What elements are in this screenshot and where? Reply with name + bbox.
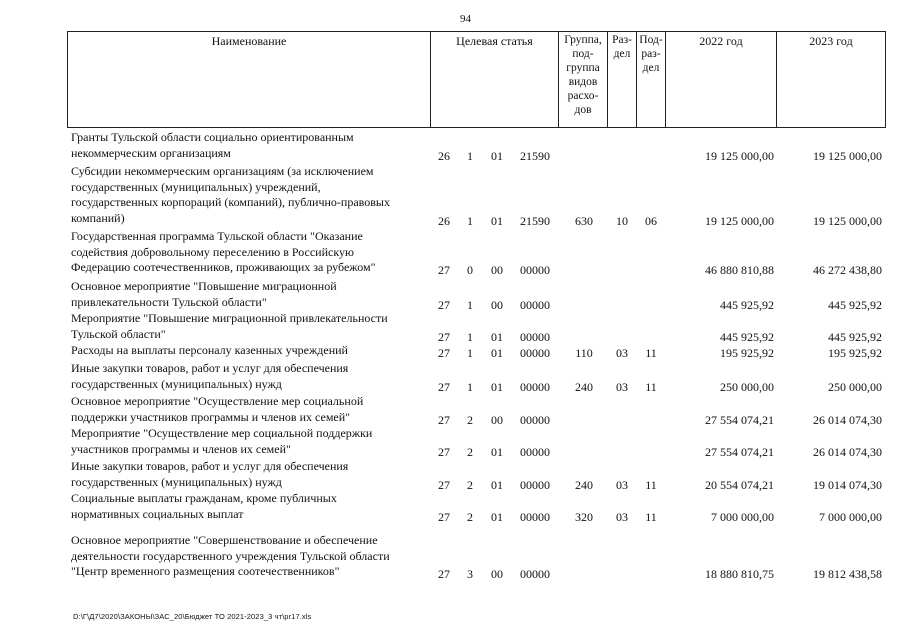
amount-2023: 19 125 000,00: [813, 213, 882, 228]
code-direction: 00000: [520, 509, 550, 524]
amount-2022: 19 125 000,00: [705, 213, 774, 228]
row-name-line: некоммерческим организациям: [71, 145, 231, 160]
code-subprogram: 1: [467, 329, 473, 344]
expense-group: 240: [575, 477, 593, 492]
row-name: [71, 229, 421, 276]
code-subprogram: 1: [467, 346, 473, 360]
code-direction: 21590: [520, 213, 550, 228]
subsection: 11: [645, 477, 657, 492]
header-razdel-line: Раз-: [612, 34, 632, 46]
amount-2022: 250 000,00: [720, 379, 774, 394]
header-razdel-line: дел: [613, 48, 631, 60]
row-name-line: "Центр временного размещения соотечественников": [71, 564, 340, 578]
row-name-line: участников программы и членов их семей": [71, 441, 291, 456]
row-name: [71, 164, 421, 226]
subsection: 11: [645, 346, 657, 360]
amount-2023: 7 000 000,00: [819, 509, 882, 524]
row-name: [71, 491, 421, 522]
code-event: 01: [491, 213, 503, 228]
code-program: 27: [438, 297, 450, 312]
row-name: [71, 361, 421, 392]
code-program: 27: [438, 379, 450, 394]
code-event: 01: [491, 477, 503, 492]
expense-group: 630: [575, 213, 593, 228]
code-program: 27: [438, 444, 450, 459]
code-direction: 00000: [520, 263, 550, 277]
code-program: 27: [438, 412, 450, 427]
row-name-line: поддержки участников программы и членов их семей": [71, 409, 351, 424]
row-name: [71, 394, 421, 425]
amount-2022: 20 554 074,21: [705, 477, 774, 492]
amount-2022: 7 000 000,00: [711, 509, 774, 524]
header-group: [559, 33, 607, 117]
section: 03: [616, 346, 628, 360]
row-name-line: Основное мероприятие "Повышение миграционной: [71, 279, 337, 293]
header-border-right: [885, 31, 886, 128]
amount-2023: 26 014 074,30: [813, 412, 882, 427]
amount-2022: 18 880 810,75: [705, 567, 774, 581]
code-event: 00: [491, 297, 503, 312]
code-direction: 00000: [520, 412, 550, 427]
header-group-line: дов: [574, 104, 592, 116]
header-group-line: группа: [566, 62, 600, 74]
row-name: [71, 459, 421, 490]
amount-2023: 250 000,00: [828, 379, 882, 394]
code-direction: 00000: [520, 477, 550, 492]
row-name-line: Гранты Тульской области социально ориентированным: [71, 130, 354, 144]
amount-2022: 445 925,92: [720, 297, 774, 312]
amount-2022: 195 925,92: [720, 346, 774, 360]
subsection: 11: [645, 379, 657, 394]
row-name-line: Мероприятие "Осуществление мер социальной поддержки: [71, 426, 373, 440]
code-event: 00: [491, 412, 503, 427]
code-event: 01: [491, 509, 503, 524]
row-name-line: государственных (муниципальных) нужд: [71, 474, 282, 489]
amount-2023: 445 925,92: [828, 329, 882, 344]
code-subprogram: 2: [467, 509, 473, 524]
row-name-line: компаний): [71, 210, 125, 225]
code-program: 27: [438, 263, 450, 277]
code-program: 26: [438, 213, 450, 228]
amount-2022: 46 880 810,88: [705, 263, 774, 277]
row-name-line: Иные закупки товаров, работ и услуг для обеспечения: [71, 361, 349, 375]
code-subprogram: 2: [467, 412, 473, 427]
amount-2022: 27 554 074,21: [705, 444, 774, 459]
amount-2023: 19 014 074,30: [813, 477, 882, 492]
code-direction: 00000: [520, 444, 550, 459]
code-event: 00: [491, 263, 503, 277]
code-program: 27: [438, 477, 450, 492]
header-podrazdel-line: Под-: [639, 34, 663, 46]
row-name-line: деятельности государственного учреждения Тульской области: [71, 548, 390, 563]
code-event: 01: [491, 329, 503, 344]
header-year-2022: 2022 год: [699, 34, 743, 48]
row-name-line: нормативных социальных выплат: [71, 506, 244, 521]
amount-2023: 19 125 000,00: [813, 148, 882, 163]
row-name-line: Тульской области": [71, 326, 166, 341]
row-name: [71, 533, 421, 580]
row-name-line: государственных (муниципальных) нужд: [71, 376, 282, 391]
code-program: 27: [438, 509, 450, 524]
row-name: [71, 311, 421, 342]
code-direction: 00000: [520, 329, 550, 344]
row-name-line: привлекательности Тульской области": [71, 294, 267, 309]
code-subprogram: 1: [467, 213, 473, 228]
amount-2023: 19 812 438,58: [813, 567, 882, 581]
amount-2023: 445 925,92: [828, 297, 882, 312]
row-name-line: Иные закупки товаров, работ и услуг для обеспечения: [71, 459, 349, 473]
header-podrazdel: [637, 33, 665, 75]
code-event: 01: [491, 444, 503, 459]
code-event: 00: [491, 567, 503, 581]
header-top-border: [67, 31, 886, 32]
expense-group: 320: [575, 509, 593, 524]
code-subprogram: 3: [467, 567, 473, 581]
code-program: 27: [438, 329, 450, 344]
header-bottom-border: [67, 127, 886, 128]
header-group-line: расхо-: [567, 90, 599, 102]
code-direction: 21590: [520, 148, 550, 163]
page-number: 94: [460, 13, 471, 25]
code-direction: 00000: [520, 346, 550, 360]
code-subprogram: 2: [467, 477, 473, 492]
code-subprogram: 0: [467, 263, 473, 277]
expense-group: 240: [575, 379, 593, 394]
code-subprogram: 2: [467, 444, 473, 459]
code-direction: 00000: [520, 379, 550, 394]
row-name: [71, 343, 421, 359]
header-name: Наименование: [211, 34, 287, 48]
amount-2022: 19 125 000,00: [705, 148, 774, 163]
row-name-line: содействия добровольному переселению в Российскую: [71, 244, 354, 259]
row-name: [71, 130, 421, 161]
section: 03: [616, 379, 628, 394]
row-name-line: Социальные выплаты гражданам, кроме публичных: [71, 491, 337, 505]
row-name-line: Основное мероприятие "Совершенствование и обеспечение: [71, 533, 378, 547]
file-path-footer: D:\Г\Д7\2020\ЗАКОНЫ\ЗАС_20\Бюджет ТО 2021-2023_3 чт\pr17.xls: [73, 612, 312, 621]
row-name-line: Государственная программа Тульской области "Оказание: [71, 229, 363, 243]
amount-2023: 195 925,92: [828, 346, 882, 360]
subsection: 11: [645, 509, 657, 524]
row-name-line: Федерацию соотечественников, проживающих за рубежом": [71, 260, 376, 274]
row-name: [71, 426, 421, 457]
row-name: [71, 279, 421, 310]
code-event: 01: [491, 148, 503, 163]
row-name-line: Мероприятие "Повышение миграционной привлекательности: [71, 311, 388, 325]
section: 03: [616, 509, 628, 524]
subsection: 06: [645, 213, 657, 228]
row-name-line: государственных (муниципальных) учреждений,: [71, 179, 321, 194]
row-name-line: Основное мероприятие "Осуществление мер социальной: [71, 394, 364, 408]
row-name-line: государственных корпораций (компаний), публично-правовых: [71, 195, 390, 209]
amount-2022: 27 554 074,21: [705, 412, 774, 427]
amount-2022: 445 925,92: [720, 329, 774, 344]
code-subprogram: 1: [467, 297, 473, 312]
code-program: 27: [438, 567, 450, 581]
row-name-line: Субсидии некоммерческим организациям (за исключением: [71, 164, 374, 178]
header-target-article: Целевая статья: [456, 34, 533, 48]
header-year-2023: 2023 год: [809, 34, 853, 48]
code-event: 01: [491, 379, 503, 394]
section: 10: [616, 213, 628, 228]
header-group-line: видов: [568, 76, 598, 88]
code-program: 27: [438, 346, 450, 360]
code-event: 01: [491, 346, 503, 360]
header-podrazdel-line: раз-: [641, 48, 661, 60]
section: 03: [616, 477, 628, 492]
amount-2023: 46 272 438,80: [813, 263, 882, 277]
code-subprogram: 1: [467, 379, 473, 394]
code-subprogram: 1: [467, 148, 473, 163]
expense-group: 110: [575, 346, 593, 360]
amount-2023: 26 014 074,30: [813, 444, 882, 459]
header-group-line: под-: [572, 48, 594, 60]
code-direction: 00000: [520, 297, 550, 312]
code-direction: 00000: [520, 567, 550, 581]
row-name-line: Расходы на выплаты персоналу казенных учреждений: [71, 343, 348, 357]
header-group-line: Группа,: [564, 34, 602, 46]
code-program: 26: [438, 148, 450, 163]
header-podrazdel-line: дел: [642, 62, 660, 74]
header-razdel: [608, 33, 636, 61]
